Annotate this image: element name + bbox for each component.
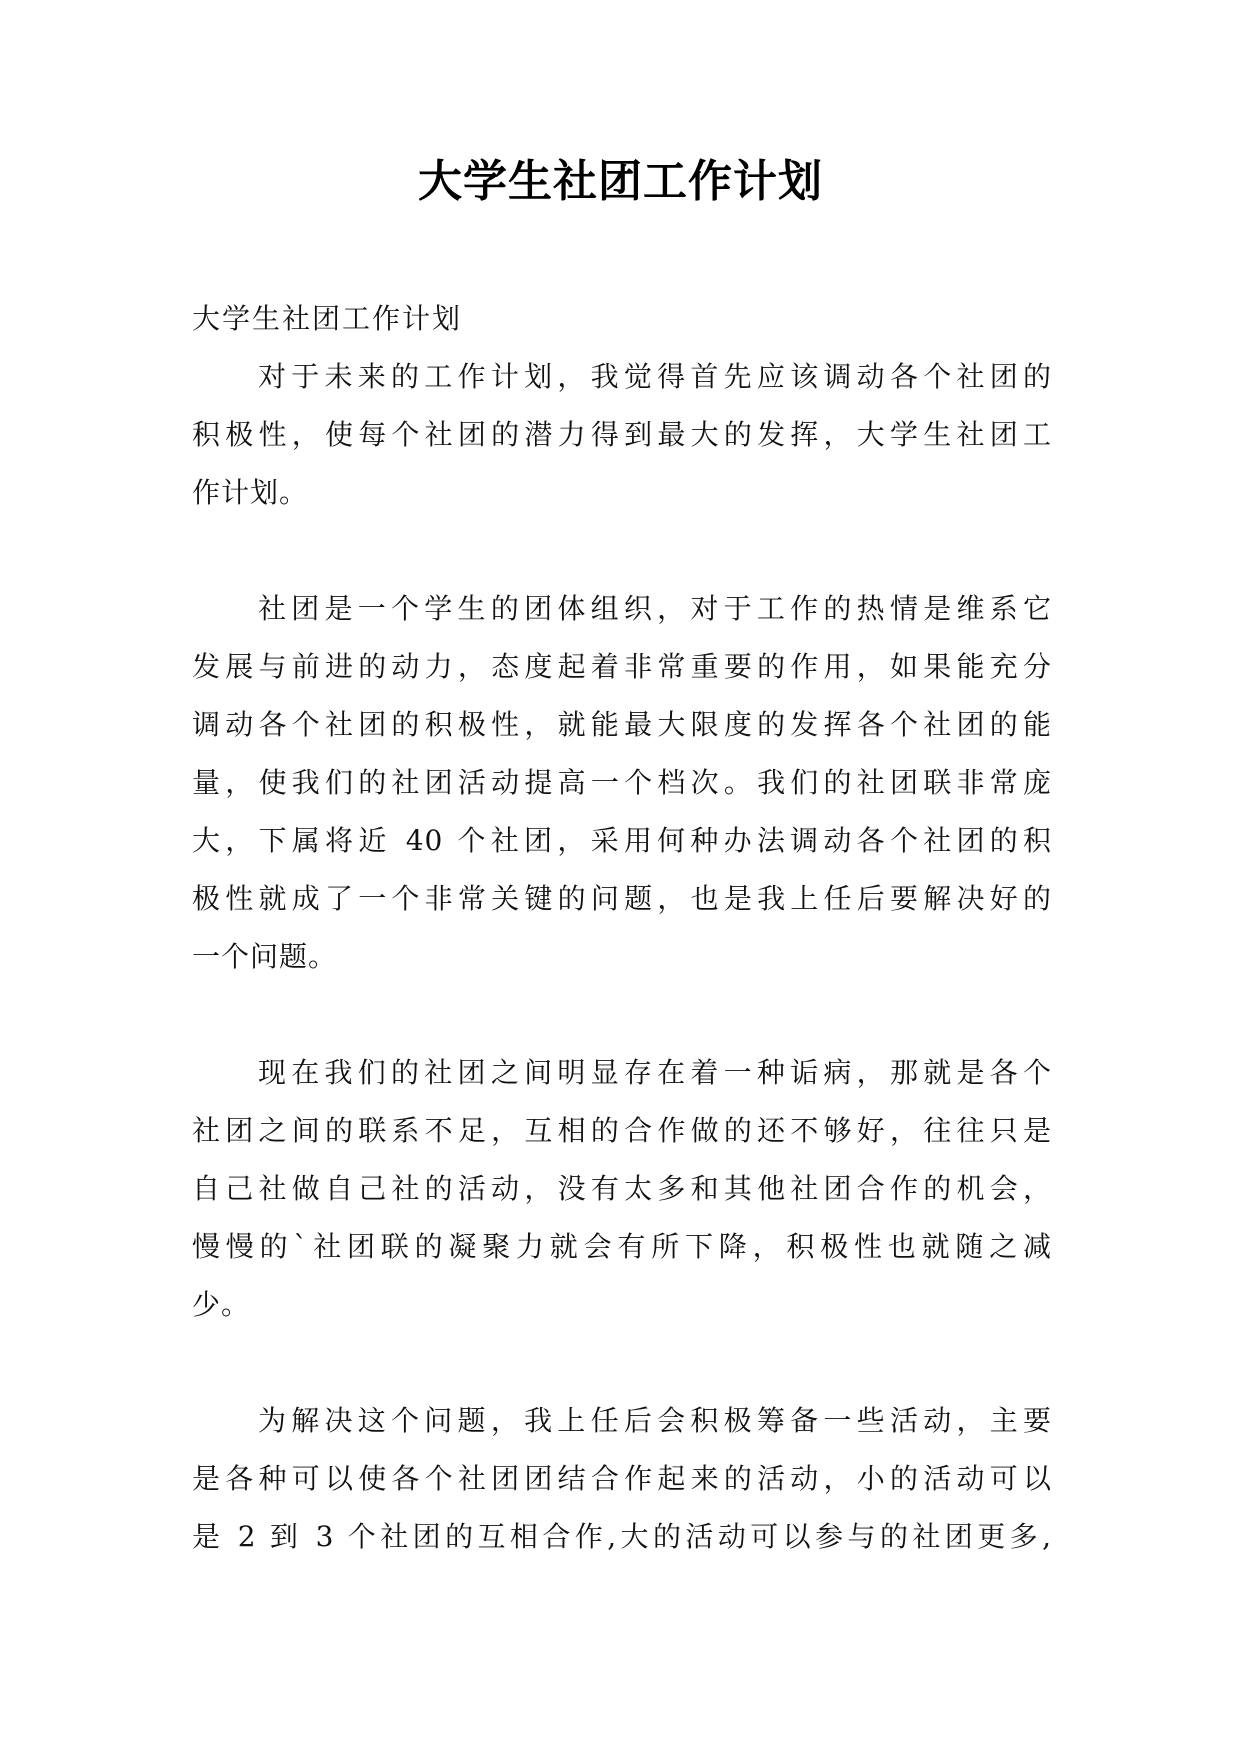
- document-subtitle: 大学生社团工作计划: [192, 302, 463, 335]
- paragraph-line: 现在我们的社团之间明显存在着一种诟病，那就是各个: [258, 1056, 1052, 1089]
- paragraph-line: 极性就成了一个非常关键的问题，也是我上任后要解决好的: [192, 882, 1052, 915]
- paragraph-line: 作计划。: [192, 476, 309, 509]
- paragraph-line: 自己社做自己社的活动，没有太多和其他社团合作的机会，: [192, 1172, 1052, 1205]
- paragraph-line: 积极性，使每个社团的潜力得到最大的发挥，大学生社团工: [192, 418, 1052, 451]
- paragraph-line: 是各种可以使各个社团团结合作起来的活动，小的活动可以: [192, 1462, 1052, 1495]
- paragraph-line: 慢慢的`社团联的凝聚力就会有所下降，积极性也就随之减: [192, 1230, 1052, 1263]
- document-title: 大学生社团工作计划: [418, 156, 823, 207]
- paragraph-line: 一个问题。: [192, 940, 338, 973]
- paragraph-spacer: [192, 986, 1052, 1044]
- paragraph-line: 是 2 到 3 个社团的互相合作,大的活动可以参与的社团更多,: [192, 1520, 1052, 1553]
- paragraph-line: 调动各个社团的积极性，就能最大限度的发挥各个社团的能: [192, 708, 1052, 741]
- paragraph-spacer: [192, 522, 1052, 580]
- paragraph-line: 社团之间的联系不足，互相的合作做的还不够好，往往只是: [192, 1114, 1052, 1147]
- paragraph-2: [192, 580, 1052, 986]
- paragraph-4: [192, 1392, 1052, 1566]
- paragraph-line: 社团是一个学生的团体组织，对于工作的热情是维系它: [258, 592, 1052, 625]
- paragraph-line: 大，下属将近 40 个社团，采用何种办法调动各个社团的积: [192, 824, 1052, 857]
- paragraph-spacer: [192, 1334, 1052, 1392]
- paragraph-line: 量，使我们的社团活动提高一个档次。我们的社团联非常庞: [192, 766, 1052, 799]
- paragraph-3: [192, 1044, 1052, 1334]
- document-body: [192, 290, 1052, 1566]
- paragraph-line: 为解决这个问题，我上任后会积极筹备一些活动，主要: [258, 1404, 1052, 1437]
- paragraph-line: 少。: [192, 1288, 251, 1321]
- paragraph-1: [192, 348, 1052, 522]
- paragraph-line: 对于未来的工作计划，我觉得首先应该调动各个社团的: [258, 360, 1052, 393]
- paragraph-line: 发展与前进的动力，态度起着非常重要的作用，如果能充分: [192, 650, 1052, 683]
